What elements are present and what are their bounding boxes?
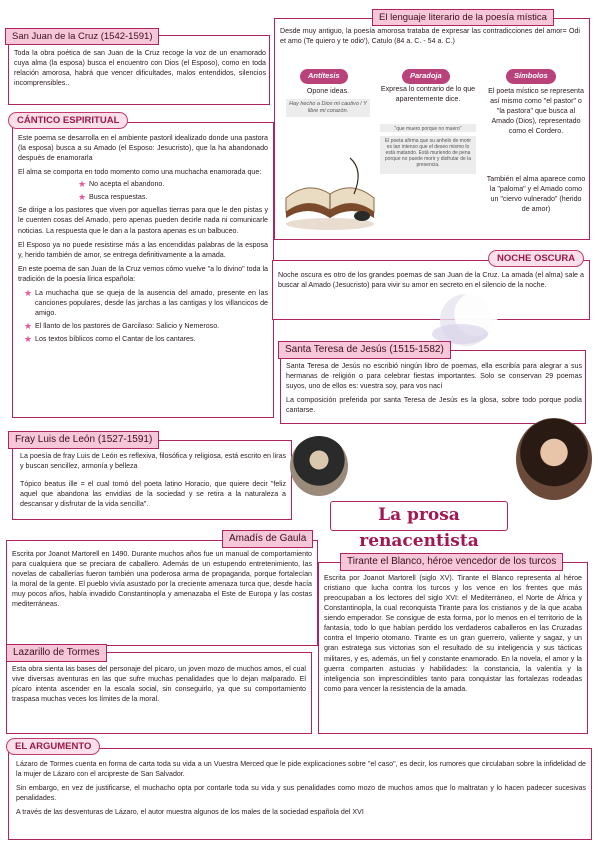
list-item: ★ No acepta el abandono. [78,179,165,190]
prosa-title: La prosa renacentista [330,501,508,531]
lazarillo-text: Esta obra sienta las bases del personaje del pícaro, un joven mozo de muchos amos, el cual vive diversas aventuras en las que sufre muchas penalidades que lo dejan malparado. El pícaro intenta ascender en la escala social, sin conseguirlo, ya que su comportamiento traspasa muchas veces los límites de la moral. [12,665,306,704]
cantico-p3: Se dirige a los pastores que viven por aquellas tierras para que le den pistas y le cuenten cosas del Amado, pero apenas pueden decirle nada ni comunicarle noticias. La respuesta que le dan a la pastora apenas es un balbuceo. [18,206,268,235]
amadis-text: Escrita por Joanot Martorell en 1490. Durante muchos años fue un manual de comportamiento para cualquiera que se preciara de caballero. Además de un estupendo entretenimiento, las novelas de caballerías fueron también una poderosa arma de propaganda, porque fortalecían la moral de la gente. El pueblo vivía asustado por la creciente amenaza turca que, desde hacía muy pocos años, había invadido Constantinopla y amenazaba el Este de Europa y las costas mediterráneas. [12,550,312,609]
star-icon: ★ [24,287,33,298]
star-icon: ★ [24,321,33,331]
argumento-p3: A través de las desventuras de Lázaro, el autor muestra algunos de los males de la sociedad española del XVI [16,808,364,817]
fray-p2: Tópico beatus ille = el cual tomó del poeta latino Horacio, que quiere decir "feliz aquel que abandona las envidias de la sociedad y se retira a la naturaleza a descansar y disfrutar de la vida sencilla". [20,480,286,509]
list-item: ★ Los textos bíblicos como el Cantar de los cantares. [24,334,196,345]
cantico-list [24,288,268,344]
list-item: ★ La muchacha que se queja de la ausencia del amado, presente en las canciones populares, desde las jarchas a las cantigas y los villancicos de amigo. [24,287,268,317]
cantico-p2: El alma se comporta en todo momento como una muchacha enamorada que: [18,168,262,177]
list-item: ★ El llanto de los pastores de Garcilaso: Salicio y Nemeroso. [24,321,220,331]
argumento-title: EL ARGUMENTO [6,738,100,755]
teresa-title: Santa Teresa de Jesús (1515-1582) [278,341,451,359]
star-icon: ★ [78,192,87,203]
noche-text: Noche oscura es otro de los grandes poemas de san Juan de la Cruz. La amada (el alma) sale a buscar al Amado (Jesucristo) para vivir su amor en secreto en el silencio de la noche. [278,271,584,290]
lenguaje-intro: Desde muy antiguo, la poesía amorosa trataba de expresar las contradicciones del amor= Odi et amo (Te quiero y te odio'), Catulo (84 a. C. - 54 a. C.) [280,27,580,46]
amadis-title: Amadís de Gaula [222,530,313,548]
antitesis-text: Opone ideas. [306,87,350,95]
fray-p1: La poesía de fray Luis de León es reflexiva, filosófica y religiosa, está escrito en liras y buscan sencillez, armonía y belleza [20,452,286,471]
cantico-p1: Este poema se desarrolla en el ambiente pastoril idealizado donde una pastora (la esposa) busca a su Amado (el Esposo: Jesucristo), que la ha abandonado después de enamorarla [18,134,268,163]
paradoja-text: Expresa lo contrario de lo que aparentemente dice. [380,85,476,104]
simbolos-label: Símbolos [506,69,556,84]
argumento-body [16,759,586,821]
simbolos-text2: También el alma aparece como la "paloma" y el Amado como un "ciervo vulnerado" (herido de amor) [486,175,586,214]
lazarillo-title: Lazarillo de Tormes [6,644,107,662]
cantico-title: CÁNTICO ESPIRITUAL [8,112,128,129]
argumento-p2: Sin embargo, en vez de justificarse, el muchacho opta por contarle toda su vida y sus penalidades como mozo de muchos amos que lo maltratan y lo hacen padecer sucesivas penalidades. [16,784,586,803]
star-icon: ★ [24,334,33,345]
star-icon: ★ [78,179,87,190]
paradoja-example1: "que muero porque no muero" [380,124,476,132]
paradoja-example2: El poeta afirma que su anhelo de morir es tan intenso que el deseo mismo lo está matando. Está muriendo de pena porque no puede morir y disfrutar de la presencia. [380,136,476,174]
simbolos-text1: El poeta místico se representa así mismo como "el pastor" o "la pastora" que busca al Amado (Dios), representado como el Cordero. [488,87,584,136]
lenguaje-title: El lenguaje literario de la poesía mística [372,9,554,26]
argumento-p1: Lázaro de Tormes cuenta en forma de carta toda su vida a un Vuestra Merced que le pide explicaciones sobre "el caso", es decir, los rumores que circulaban sobre la infidelidad de la mujer de Lázaro con el arcipreste de San Salvador. [16,760,586,779]
antitesis-example: Hay hecho a Dios mi cautivo / Y libre mi corazón. [286,99,370,117]
cantico-body [18,133,268,347]
fray-body [20,451,286,513]
cantico-p5: En este poema de san Juan de la Cruz vemos cómo vuelve "a lo divino" toda la tradición de la poesía lírica española: [18,264,268,283]
fray-portrait [290,436,348,496]
antitesis-label: Antítesis [300,69,348,84]
teresa-p1: Santa Teresa de Jesús no escribió ningún libro de poemas, ella escribía para alegrar a sus hermanas de religión o para celebrar fiestas importantes. Solo se conservan 29 poemas suyos, uno de ellos es: vuestra soy, para vos nací [286,362,582,391]
fray-title: Fray Luis de León (1527-1591) [8,431,159,449]
cantico-p4: El Esposo ya no puede resistirse más a las encendidas palabras de la esposa y, herido también de amor, se entrega definitivamente a la amada. [18,240,268,259]
cantico-bullets [78,179,268,202]
teresa-portrait [516,418,592,500]
list-item: ★ Busca respuestas. [78,192,148,203]
juan-title: San Juan de la Cruz (1542-1591) [5,28,159,45]
book-illustration [280,150,380,232]
teresa-body [286,361,582,419]
tirante-title: Tirante el Blanco, héroe vencedor de los turcos [340,553,563,571]
teresa-p2: La composición preferida por santa Teresa de Jesús es la glosa, sobre todo porque podía cantarse. [286,396,582,415]
juan-intro: Toda la obra poética de san Juan de la Cruz recoge la voz de un enamorado cuya alma (la esposa) busca el encuentro con Dios (el Esposo), como en toda relación amorosa, habrá que vencer dificultades, malos entendidos, silencios incomprensibles.. [14,49,266,88]
tirante-text: Escrita por Joanot Martorell (siglo XV). Tirante el Blanco representa al héroe cristiano que lucha contra los turcos y los vence en los frentes que más preocupaban a los lectores del siglo XVI: el Mediterráneo, el Norte de África y Constantinopla, la cual reconquista Tirante para los cristianos y de la que acaba siendo emperador. Se consigue de esta forma, por lo menos en el territorio de la fantasía, todo lo que habían perdido los verdaderos caballeros en las Cruzadas contra el Imperio otomano. Tirante es un gran guerrero, valiente y sagaz, y un gran estratega sus victorias son el resultado de su inteligencia y sus tácticas militares, y es, además, un fiel y constante enamorado. En la novela, el amor y la guerra comparten astucias y habilidades: la constancia, la valentía y la inteligencia son imprescindibles tanto para conquistar las fortalezas rodeadas como para vencer la resistencia de la amada. [324,574,582,693]
noche-title: NOCHE OSCURA [488,250,584,267]
paradoja-label: Paradoja [402,69,450,84]
